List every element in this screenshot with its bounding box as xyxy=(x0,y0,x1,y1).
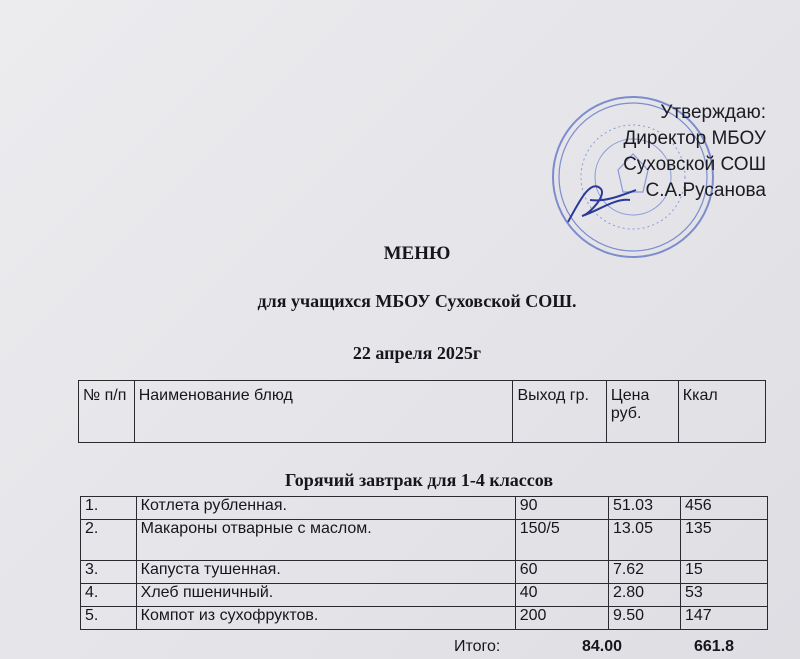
page-title: МЕНЮ xyxy=(383,243,451,264)
row-price: 51.03 xyxy=(608,497,680,520)
row-price: 9.50 xyxy=(608,607,680,630)
header-num: № п/п xyxy=(79,381,135,443)
row-kcal: 53 xyxy=(680,584,767,607)
row-num: 5. xyxy=(81,607,137,630)
row-price: 7.62 xyxy=(608,561,680,584)
approval-block xyxy=(623,100,766,204)
row-output: 90 xyxy=(515,497,608,520)
row-kcal: 15 xyxy=(680,561,767,584)
row-kcal: 456 xyxy=(680,497,767,520)
table-row xyxy=(81,561,768,584)
approval-line-2: Директор МБОУ xyxy=(623,128,766,149)
table-row xyxy=(81,584,768,607)
row-output: 60 xyxy=(515,561,608,584)
row-name: Капуста тушенная. xyxy=(136,561,515,584)
section-title: Горячий завтрак для 1-4 классов xyxy=(284,470,554,490)
total-kcal: 661.8 xyxy=(694,638,735,655)
header-price: Цена руб. xyxy=(606,381,678,443)
row-num: 1. xyxy=(81,497,137,520)
total-price: 84.00 xyxy=(582,638,623,655)
header-output: Выход гр. xyxy=(513,381,606,443)
total-label: Итого: xyxy=(454,638,501,655)
menu-table xyxy=(80,496,768,630)
header-name: Наименование блюд xyxy=(134,381,513,443)
row-num: 4. xyxy=(81,584,137,607)
table-row xyxy=(81,607,768,630)
menu-table-header xyxy=(78,380,766,443)
row-output: 150/5 xyxy=(515,520,608,561)
row-price: 2.80 xyxy=(608,584,680,607)
header-row xyxy=(79,381,766,443)
menu-date: 22 апреля 2025г xyxy=(352,343,482,363)
row-num: 3. xyxy=(81,561,137,584)
row-price: 13.05 xyxy=(608,520,680,561)
approval-line-4: С.А.Русанова xyxy=(645,180,766,201)
row-name: Компот из сухофруктов. xyxy=(136,607,515,630)
row-kcal: 135 xyxy=(680,520,767,561)
row-output: 200 xyxy=(515,607,608,630)
approval-line-1: Утверждаю: xyxy=(660,102,766,123)
row-name: Котлета рубленная. xyxy=(136,497,515,520)
row-name: Макароны отварные с маслом. xyxy=(136,520,515,561)
row-output: 40 xyxy=(515,584,608,607)
approval-line-3: Суховской СОШ xyxy=(623,154,766,175)
header-kcal: Ккал xyxy=(678,381,765,443)
table-row xyxy=(81,520,768,561)
row-kcal: 147 xyxy=(680,607,767,630)
total-row xyxy=(0,638,800,659)
row-name: Хлеб пшеничный. xyxy=(136,584,515,607)
table-row xyxy=(81,497,768,520)
page-subtitle: для учащихся МБОУ Суховской СОШ. xyxy=(257,291,577,311)
row-num: 2. xyxy=(81,520,137,561)
